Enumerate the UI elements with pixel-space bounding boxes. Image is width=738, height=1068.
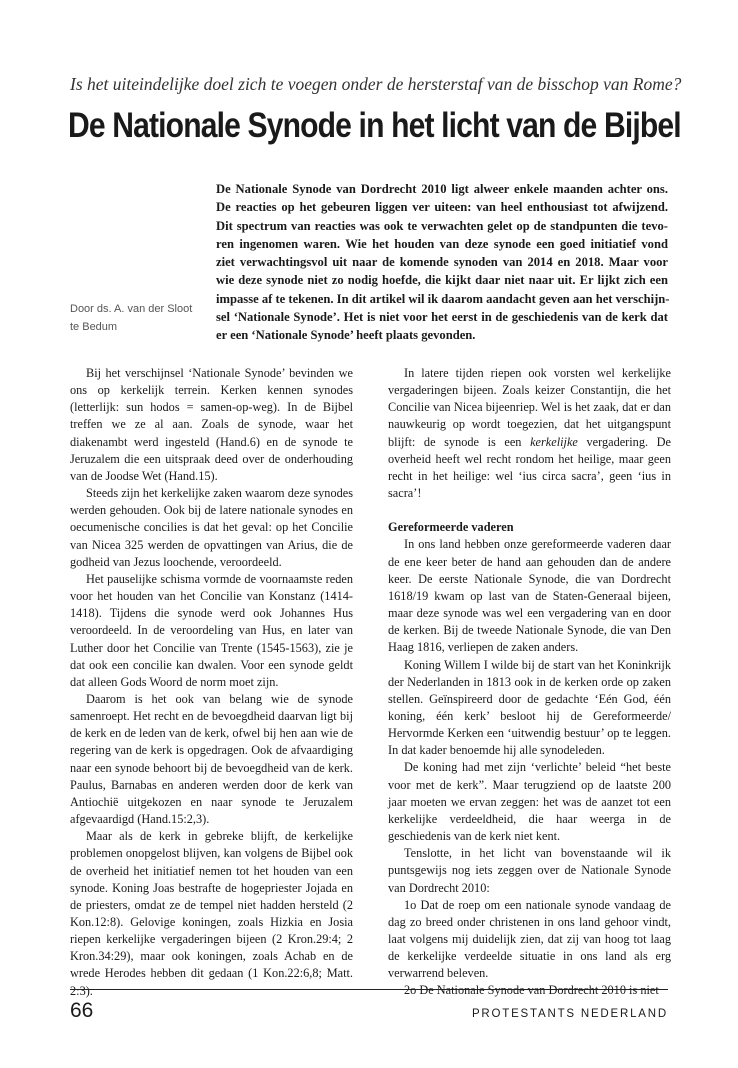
lead-line: Dit spectrum van reacties was ook te verwachten gelet op de standpunten die tevo- — [216, 218, 668, 233]
author-location: te Bedum — [70, 321, 118, 333]
lead-line: sel ‘Nationale Synode’. Het is niet voor het eerst in de geschiedenis van de kerk dat — [216, 310, 668, 325]
body-paragraph: Steeds zijn het kerkelijke zaken waarom deze synodes werden gehouden. Ook bij de latere nationale synodes en oecumenische concilies is dat het geval: op het Concilie van Nicea 325 werden de opvattingen van Arius, die de godheid van Jezus loochende, veroordeeld. — [70, 486, 353, 569]
section-heading: Gereformeerde vaderen — [388, 520, 514, 535]
body-paragraph: 2o De Nationale Synode van Dordrecht 2010 is niet — [404, 983, 659, 998]
page-number: 66 — [70, 999, 94, 1022]
article-lead — [216, 180, 668, 345]
body-paragraph — [388, 365, 671, 502]
body-paragraph: Bij het verschijnsel ‘Nationale Synode’ bevinden we ons op kerkelijk terrein. Kerken kennen synodes (letterlijk: sun hodos = samen-op-weg). In de Bijbel treffen we ze al aan. Zoals de synode, waar het diakenambt werd ingesteld (Hand.6) en de synode te Jeruzalem die een uitspraak deed over de onderhouding van de Joodse Wet (Hand.15). — [70, 366, 353, 483]
body-paragraph: 1o Dat de roep om een nationale synode vandaag de dag zo breed onder christenen in ons land gehoor vindt, laat volgens mij duidelijk zien, dat zij van hoog tot laag de kerkelijke verdeelde situatie in ons land als erg verwarrend beleven. — [388, 897, 671, 981]
author-name: Door ds. A. van der Sloot — [70, 303, 193, 315]
body-paragraph: Tenslotte, in het licht van bovenstaande wil ik puntsgewijs nog iets zeggen over de Nationale Synode van Dordrecht 2010: — [388, 846, 671, 895]
footer-rule — [70, 989, 668, 990]
body-column-right — [388, 365, 671, 1000]
lead-line: De reacties op het gebeuren liggen ver uiteen: van heel enthousiast tot afwijzend. — [216, 200, 668, 215]
lead-line: impasse af te tekenen. In dit artikel wil ik daarom aandacht geven aan het verschijn- — [216, 291, 670, 306]
body-column-left — [70, 365, 353, 1000]
body-paragraph: In ons land hebben onze gereformeerde vaderen daar de ene keer beter de hand aan gehouden dan de andere keer. De eerste Nationale Synode, die van Dordrecht 1618/19 kwam op last van de Staten-Generaal bijeen, maar deze synode was wel een vergadering van en door de kerken. Bij de tweede Nationale Synode, die van Den Haag 1816, verliepen de zaken anders. — [388, 537, 671, 655]
lead-line: er een ‘Nationale Synode’ heeft plaats gevonden. — [216, 328, 476, 343]
article-title: De Nationale Synode in het licht van de Bijbel — [68, 106, 681, 145]
body-paragraph: Koning Willem I wilde bij de start van het Koninkrijk der Nederlanden in 1813 ook in de kerken orde op zaken stellen. Geïnspireerd door de gedachte ‘Eén God, één koning, één kerk’ besloot hij de Gereformeerde/ Hervormde Kerken een ‘uitwendig bestuur’ op te leggen. In dat kader benoemde hij alle synodeleden. — [388, 657, 671, 758]
body-paragraph: De koning had met zijn ‘verlichte’ beleid “het beste voor met de kerk”. Maar terugziend op de laatste 200 jaar moeten we ervan zeggen: het was de aanzet tot een kerkelijke verdeeldheid, die haar weerga in de geschiedenis van de kerk niet kent. — [388, 760, 671, 844]
article-kicker: Is het uiteindelijke doel zich te voegen onder de hersterstaf van de bisschop van Rome? — [70, 74, 682, 94]
paragraph-text: In latere tijden riepen ook vorsten wel kerkelijke vergaderingen bijeen. Zoals keizer Constantijn, die het Concilie van Nicea bijeenriep. Wel is het zaak, dat er dan nauwkeurig op wordt toegezien, dat het uitgangspunt blijft: de synode is een — [388, 366, 671, 449]
paragraph-text: vergadering. De overheid heeft wel recht rondom het heilige, maar geen recht in het heilige: wel ‘ius circa sacra’, geen ‘ius in sacra’! — [388, 434, 671, 501]
publication-name: PROTESTANTS NEDERLAND — [471, 1008, 668, 1020]
body-paragraph: Maar als de kerk in gebreke blijft, de kerkelijke problemen onopgelost blijven, kan volgens de Bijbel ook de overheid het initiatief nemen tot het houden van een synode. Koning Joas bestrafte de hogepriester Jojada en de priesters, omdat ze de tempel niet hadden hersteld (2 Kon.12:8). Gelovige koningen, zoals Hizkia en Josia riepen kerkelijke vergaderingen bijeen (2 Kron.29:4; 2 Kron.34:29), maar ook koningen, zoals Achab en de wrede Herodes hebben dit gedaan (1 Kon.22:6,8; Matt. 2:3). — [70, 829, 353, 998]
body-paragraph: Daarom is het ook van belang wie de synode samenroept. Het recht en de bevoegdheid daarvan ligt bij de kerk en de leden van de kerk, ofwel bij hen aan wie de regering van de kerk is opgedragen. Ook de afvaardiging naar een synode behoort bij de bevoegdheid van de kerk. Paulus, Barnabas en anderen werden door de kerk van Antiochië uitgekozen en naar synode te Jeruzalem afgevaardigd (Hand.15:2,3). — [70, 691, 353, 827]
body-paragraph: Het pauselijke schisma vormde de voornaamste reden voor het houden van het Concilie van Konstanz (1414-1418). Tijdens die synode werd ook Johannes Hus veroordeeld. In de veroordeling van Hus, en later van Luther door het Concilie van Trente (1545-1563), zie je dat ook een concilie kan dwalen. Voor een synode geldt dat alleen Gods Woord de norm moet zijn. — [70, 571, 353, 689]
emphasis-text: kerkelijke — [530, 434, 578, 449]
lead-line: ziet verwachtingsvol uit naar de komende synoden van 2014 en 2018. Maar voor — [216, 255, 668, 270]
lead-line: ren ingenomen waren. Wie het houden van deze synode een goed initiatief vond — [216, 236, 668, 251]
author-byline — [70, 300, 210, 336]
lead-line: wie deze synode niet zo nodig hoefde, die kijkt daar niet naar uit. Er lijkt zich een — [216, 273, 668, 288]
lead-line: De Nationale Synode van Dordrecht 2010 ligt alweer enkele maanden achter ons. — [216, 182, 668, 196]
